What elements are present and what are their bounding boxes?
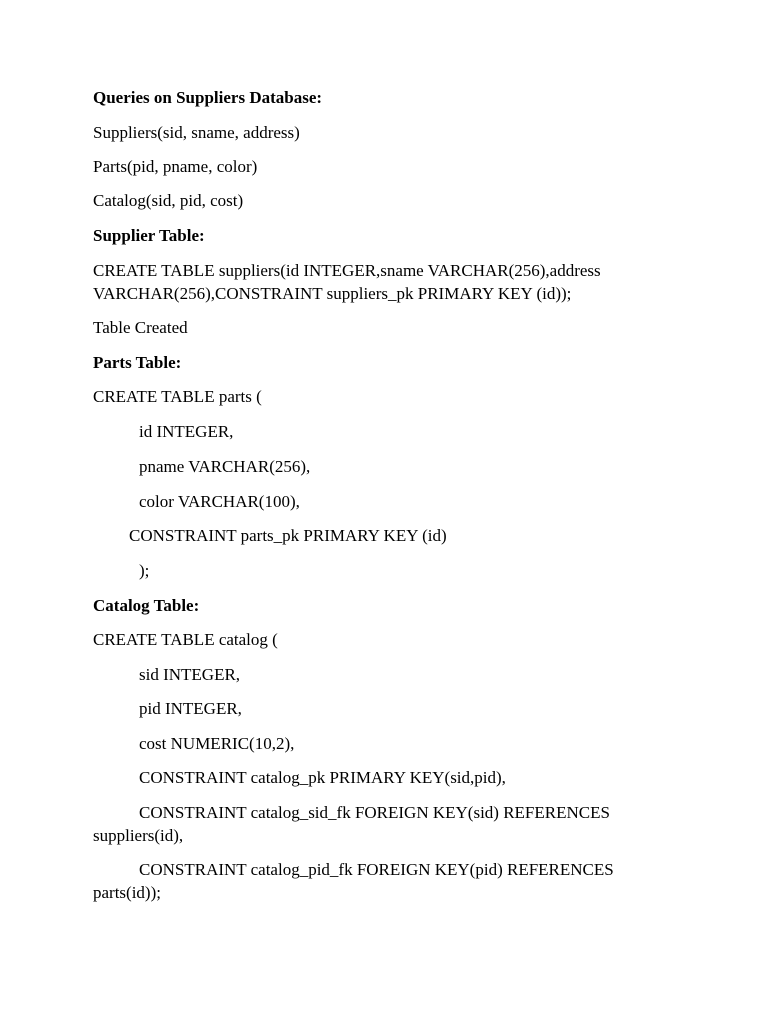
- parts-create-open: CREATE TABLE parts (: [93, 387, 262, 406]
- catalog-table-heading: Catalog Table:: [93, 596, 200, 615]
- catalog-create-open: CREATE TABLE catalog (: [93, 630, 278, 649]
- document-heading: Queries on Suppliers Database:: [93, 88, 323, 107]
- catalog-primary-key: CONSTRAINT catalog_pk PRIMARY KEY(sid,pid),: [139, 768, 506, 787]
- schema-parts: Parts(pid, pname, color): [93, 157, 258, 176]
- catalog-sid-fk-line1: CONSTRAINT catalog_sid_fk FOREIGN KEY(sid) REFERENCES: [139, 803, 610, 822]
- schema-suppliers: Suppliers(sid, sname, address): [93, 123, 300, 142]
- supplier-create-statement: CREATE TABLE suppliers(id INTEGER,sname VARCHAR(256),address VARCHAR(256),CONSTRAINT suppliers_pk PRIMARY KEY (id));: [93, 261, 601, 303]
- catalog-column-cost: cost NUMERIC(10,2),: [139, 734, 295, 753]
- catalog-pid-fk-line2: parts(id));: [93, 883, 161, 902]
- supplier-table-heading: Supplier Table:: [93, 226, 205, 245]
- parts-column-id: id INTEGER,: [139, 422, 234, 441]
- catalog-column-pid: pid INTEGER,: [139, 699, 242, 718]
- supplier-result-text: Table Created: [93, 318, 188, 337]
- catalog-pid-fk-line1: CONSTRAINT catalog_pid_fk FOREIGN KEY(pid) REFERENCES: [139, 860, 614, 879]
- parts-constraint: CONSTRAINT parts_pk PRIMARY KEY (id): [129, 526, 447, 545]
- parts-create-close: );: [139, 561, 150, 580]
- parts-column-pname: pname VARCHAR(256),: [139, 457, 311, 476]
- parts-table-heading: Parts Table:: [93, 353, 182, 372]
- catalog-sid-fk-line2: suppliers(id),: [93, 826, 184, 845]
- schema-catalog: Catalog(sid, pid, cost): [93, 191, 244, 210]
- parts-column-color: color VARCHAR(100),: [139, 492, 300, 511]
- catalog-column-sid: sid INTEGER,: [139, 665, 241, 684]
